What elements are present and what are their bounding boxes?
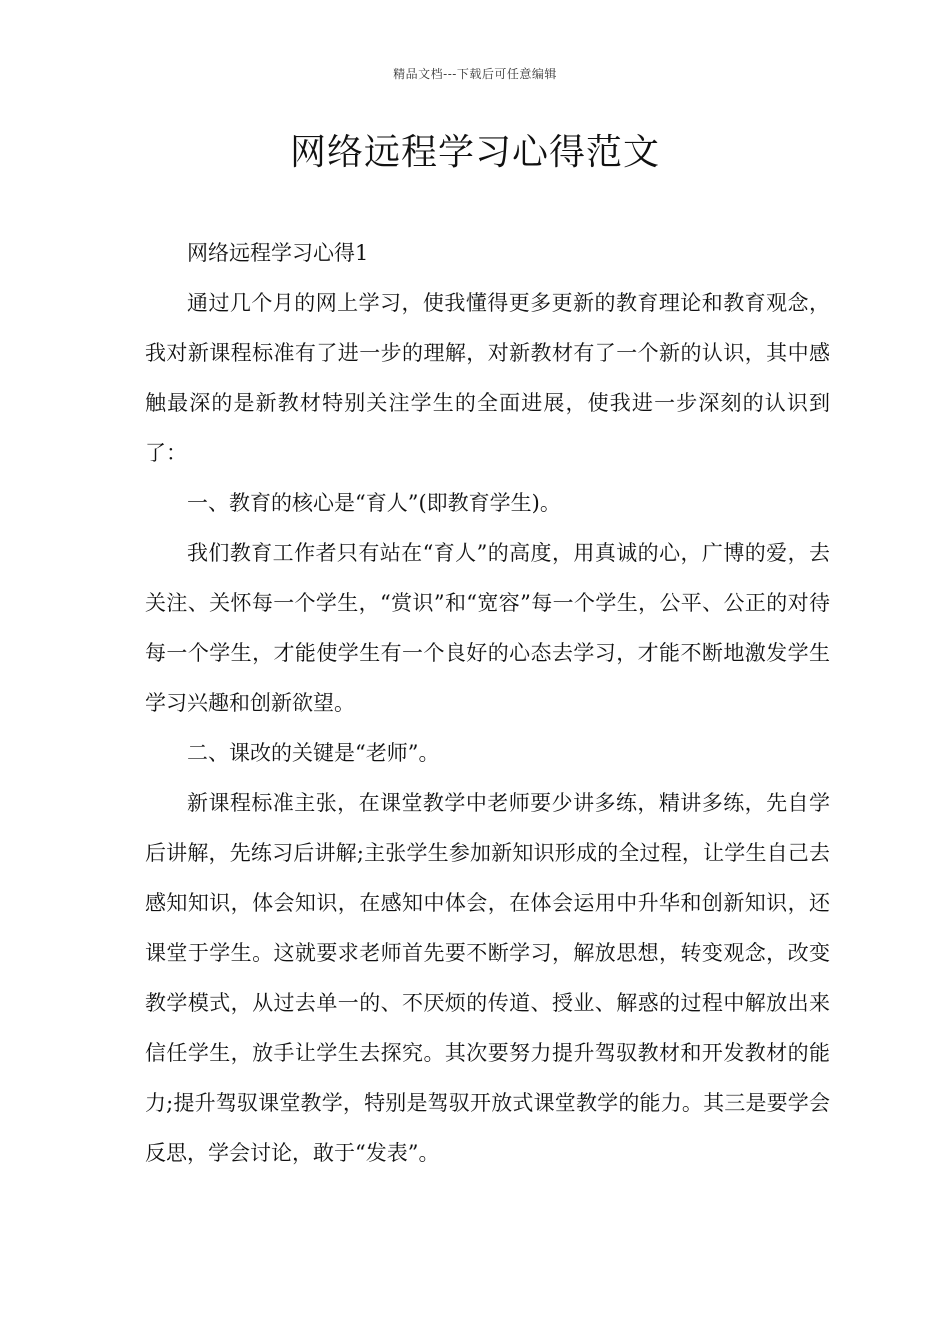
body-paragraph: 我们教育工作者只有站在“育人”的高度，用真诚的心，广博的爱，去关注、关怀每一个学生，“赏识”和“宽容”每一个学生，公平、公正的对待每一个学生，才能使学生有一个良好的心态去学习，才能不断地激发学生学习兴趣和创新欲望。 (145, 541, 830, 715)
point-heading: 一、教育的核心是“育人”(即教育学生)。 (187, 491, 561, 515)
document-title: 网络远程学习心得范文 (289, 132, 660, 173)
body-paragraph: 新课程标准主张，在课堂教学中老师要少讲多练，精讲多练，先自学后讲解，先练习后讲解;主张学生参加新知识形成的全过程，让学生自己去感知知识，体会知识，在感知中体会，在体会运用中升华和创新知识，还课堂于学生。这就要求老师首先要不断学习，解放思想，转变观念，改变教学模式，从过去单一的、不厌烦的传道、授业、解惑的过程中解放出来信任学生，放手让学生去探究。其次要努力提升驾驭教材和开发教材的能力;提升驾驭课堂教学，特别是驾驭开放式课堂教学的能力。其三是要学会反思，学会讨论，敢于“发表”。 (145, 791, 830, 1165)
header-note: 精品文档---下载后可任意编辑 (393, 67, 557, 81)
point-heading: 二、课改的关键是“老师”。 (187, 741, 440, 765)
document-body (145, 228, 830, 1178)
section-heading: 网络远程学习心得1 (187, 241, 369, 265)
body-paragraph: 通过几个月的网上学习，使我懂得更多更新的教育理论和教育观念，我对新课程标准有了进一步的理解，对新教材有了一个新的认识，其中感触最深的是新教材特别关注学生的全面进展，使我进一步深刻的认识到了： (145, 291, 830, 465)
